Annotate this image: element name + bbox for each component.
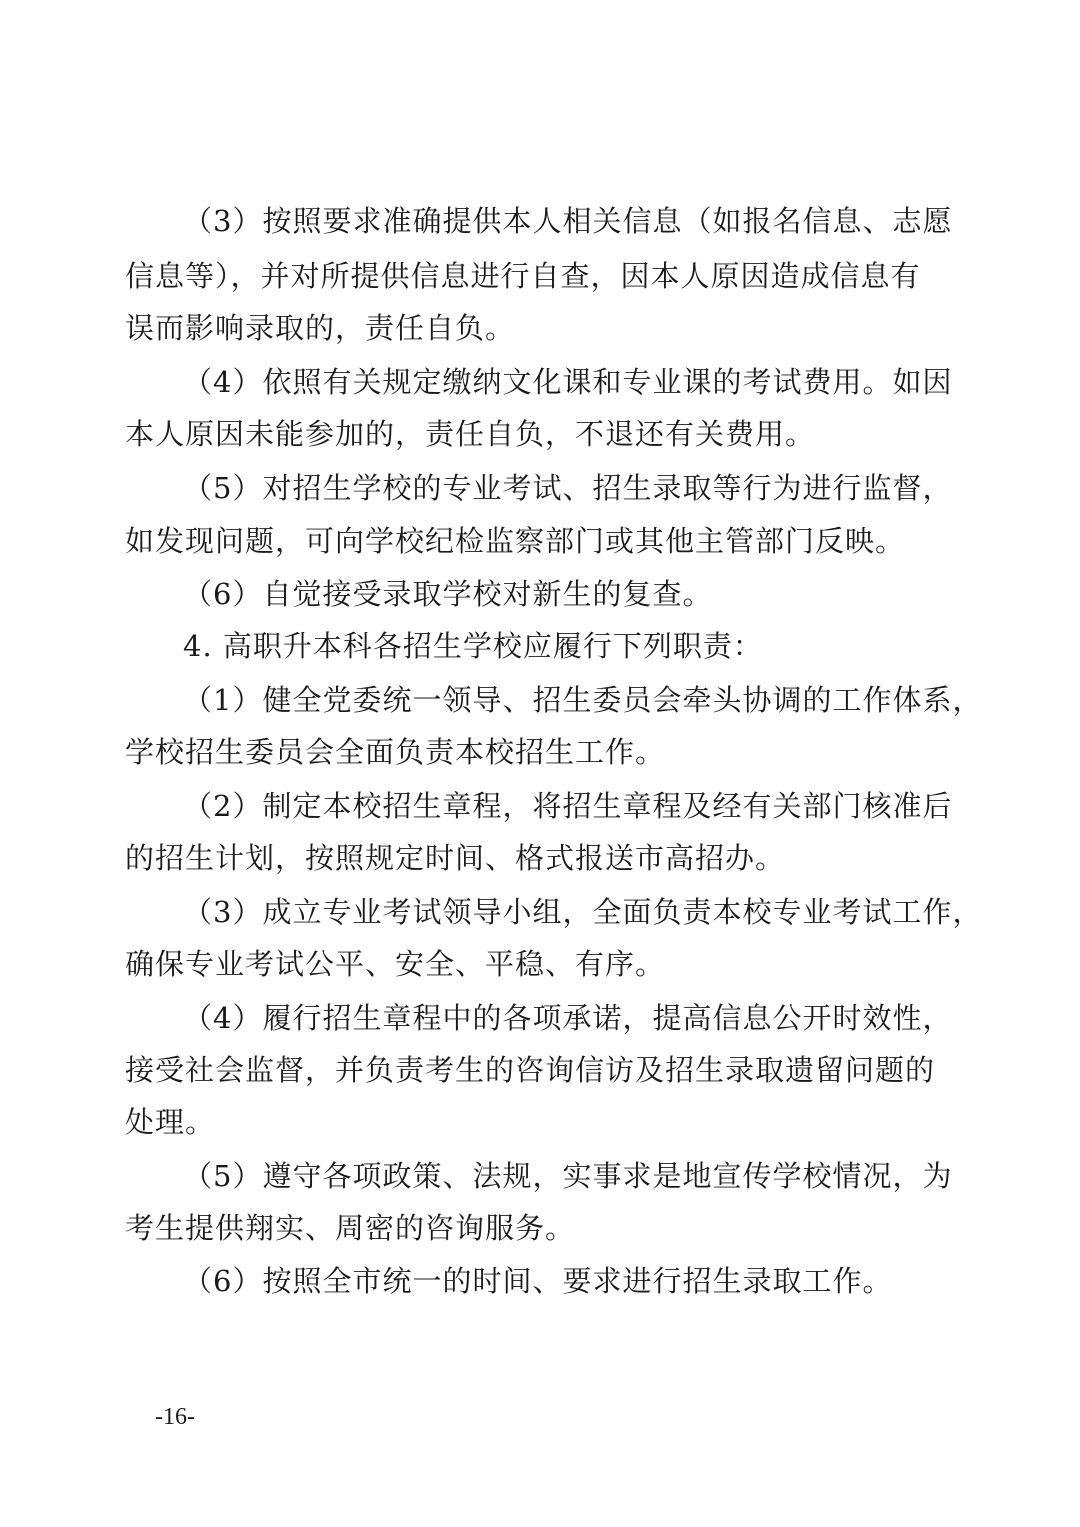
paragraph-line: 接受社会监督，并负责考生的咨询信访及招生录取遗留问题的 — [125, 1053, 936, 1087]
paragraph-line: （6）按照全市统一的时间、要求进行招生录取工作。 — [183, 1264, 893, 1298]
paragraph-line: （6）自觉接受录取学校对新生的复查。 — [183, 577, 713, 611]
paragraph-line: 如发现问题，可向学校纪检监察部门或其他主管部门反映。 — [125, 524, 906, 558]
paragraph-line: 确保专业考试公平、安全、平稳、有序。 — [125, 947, 666, 981]
section-heading: 4. 高职升本科各招生学校应履行下列职责： — [183, 629, 763, 663]
paragraph-line: 误而影响录取的，责任自负。 — [125, 311, 516, 345]
paragraph-line: （5）对招生学校的专业考试、招生录取等行为进行监督， — [183, 471, 953, 505]
paragraph-line: 本人原因未能参加的，责任自负，不退还有关费用。 — [125, 417, 816, 451]
page-number: -16- — [155, 1404, 195, 1430]
paragraph-line: （5）遵守各项政策、法规，实事求是地宣传学校情况，为 — [183, 1159, 953, 1193]
paragraph-line: （4）履行招生章程中的各项承诺，提高信息公开时效性， — [183, 1001, 953, 1035]
paragraph-line: 学校招生委员会全面负责本校招生工作。 — [125, 735, 666, 769]
paragraph-line: （1）健全党委统一领导、招生委员会牵头协调的工作体系， — [183, 683, 983, 717]
paragraph-line: 信息等），并对所提供信息进行自查，因本人原因造成信息有 — [125, 259, 921, 293]
paragraph-line: （3）按照要求准确提供本人相关信息（如报名信息、志愿 — [183, 204, 953, 238]
paragraph-line: 处理。 — [125, 1105, 216, 1139]
paragraph-line: （3）成立专业考试领导小组，全面负责本校专业考试工作， — [183, 895, 983, 929]
paragraph-line: （2）制定本校招生章程，将招生章程及经有关部门核准后 — [183, 789, 953, 823]
paragraph-line: 的招生计划，按照规定时间、格式报送市高招办。 — [125, 841, 786, 875]
paragraph-line: 考生提供翔实、周密的咨询服务。 — [125, 1211, 576, 1245]
paragraph-line: （4）依照有关规定缴纳文化课和专业课的考试费用。如因 — [183, 365, 953, 399]
